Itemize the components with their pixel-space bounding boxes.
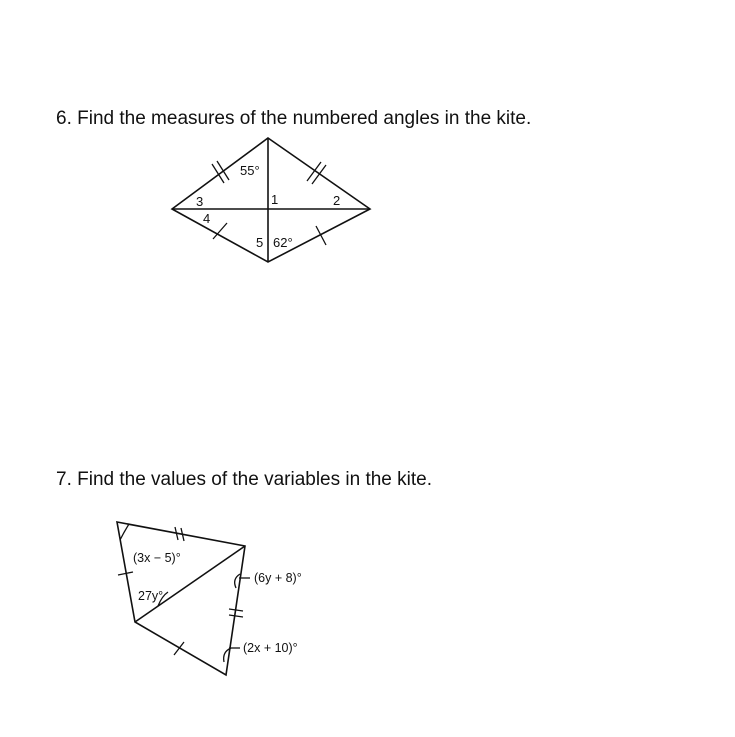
kite-6-angle-1-label: 1 [271, 192, 279, 207]
kite-7-expr-left: 27y° [138, 589, 164, 603]
problem-7-prompt: 7. Find the values of the variables in the kite. [56, 469, 432, 490]
kite-6-angle-bottom-label: 62° [273, 235, 293, 250]
kite-6-angle-2-label: 2 [333, 193, 341, 208]
kite-7-expr-top-left: (3x − 5)° [133, 551, 181, 565]
kite-6-single-tick-left [213, 223, 227, 239]
kite-6-angle-5-label: 5 [256, 235, 264, 250]
kite-6-angle-top-label: 55° [240, 163, 260, 178]
kite-7-expr-right-upper: (6y + 8)° [254, 571, 302, 585]
problem-6-prompt: 6. Find the measures of the numbered angles in the kite. [56, 108, 532, 129]
kite-7-expr-right-lower: (2x + 10)° [243, 641, 298, 655]
kite-6-double-tick-left [212, 161, 229, 183]
kite-6-angle-4-label: 4 [203, 211, 211, 226]
kite-6-angle-3-label: 3 [196, 194, 204, 209]
kite-6-double-tick-right [307, 162, 326, 184]
